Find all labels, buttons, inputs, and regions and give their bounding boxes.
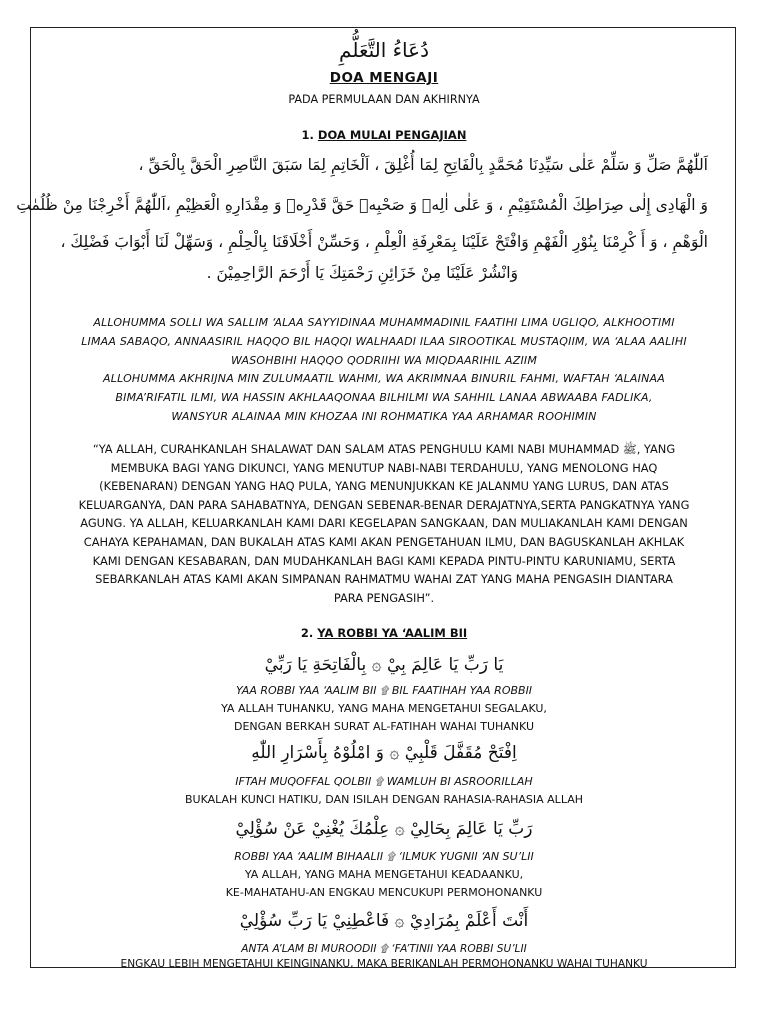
translit-line: WASOHBIHI HAQQO QODRIIHI WA MIQDAARIHIL AZIIM <box>230 353 538 367</box>
verse1-arabic: يَا رَبِّ يَا عَالِمَ بِيْ ۞ بِالْفَاتِحَةِ يَا رَبِّيْ <box>264 655 504 675</box>
verse3-arabic: رَبِّ يَا عَالِمَ بِحَالِيْ ۞ عِلْمُكَ يُغْنِيْ عَنْ سُؤْلِيْ <box>235 819 533 839</box>
verse1-transliteration: YAA ROBBI YAA ‘AALIM BII ۩ BIL FAATIHAH YAA ROBBII <box>235 684 533 697</box>
translation-line: “YA ALLAH, CURAHKANLAH SHALAWAT DAN SALAM ATAS PENGHULU KAMI NABI MUHAMMAD ﷺ, YANG <box>92 442 676 456</box>
section1-translation <box>40 440 728 607</box>
verse1-translation-line-1: YA ALLAH TUHANKU, YANG MAHA MENGETAHUI SEGALAKU, <box>221 702 547 715</box>
section1-title: DOA MULAI PENGAJIAN <box>317 128 467 142</box>
verse2-transliteration: IFTAH MUQOFFAL QOLBII ۩ WAMLUH BI ASROORILLAH <box>235 775 533 788</box>
verse4-translation-line-1: ENGKAU LEBIH MENGETAHUI KEINGINANKU, MAKA BERIKANLAH PERMOHONANKU WAHAI TUHANKU <box>120 958 648 970</box>
page-title: DOA MENGAJI <box>329 70 439 86</box>
verse4-arabic: أَنْتَ أَعْلَمْ بِمُرَادِيْ ۞ فَاعْطِنِيْ يَا رَبِّ سُؤْلِيْ <box>239 911 529 931</box>
translation-line: KELUARGANYA, DAN PARA SAHABATNYA, DENGAN SEBENAR-BENAR DERAJATNYA,SERTA PANGKATNYA YANG <box>78 497 690 512</box>
translit-line: BIMA’RIFATIL ILMI, WA HASSIN AKHLAAQONAA BILHILMI WA SAHHIL LANAA ABWAABA FADLIKA, <box>115 391 653 405</box>
translation-line: SEBARKANLAH ATAS KAMI AKAN SIMPANAN RAHMATMU WAHAI ZAT YANG MAHA PENGASIH DIANTARA <box>95 572 673 587</box>
section1-arabic-line-1: اَللّٰهُمَّ صَلِّ وَ سَلِّمْ عَلٰى سَيِّدِنَا مُحَمَّدٍ بِالْفَاتِحِ لِمَا أُغْلِقَ ، اَلْخَاتِمِ لِمَا سَبَقَ النَّاصِرِ الْحَقَّ بِالْحَقِّ ، <box>138 156 708 174</box>
translit-line: LIMAA SABAQO, ANNAASIRIL HAQQO BIL HAQQI WALHAADI ILAA SIROOTIKAL MUSTAQIIM, WA ‘ALAA AALIHI <box>81 334 687 348</box>
section1-arabic-line-4: وَانْشُرْ عَلَيْنَا مِنْ خَزَائِنِ رَحْمَتِكَ يَا أَرْحَمَ الرَّاحِمِيْنَ . <box>206 264 518 282</box>
translit-line: WANSYUR ALAINAA MIN KHOZAA INI ROHMATIKA YAA ARHAMAR ROOHIMIN <box>171 409 597 423</box>
translation-line: KAMI DENGAN KESABARAN, DAN MUDAHKANLAH BAGI KAMI KEPADA PINTU-PINTU KARUNIAMU, SERTA <box>92 553 676 568</box>
section1-number: 1. <box>301 128 314 142</box>
section2-title: YA ROBBI YA ‘AALIM BII <box>317 626 468 640</box>
section1-arabic-line-3: الْوَهْمِ ، وَ أَ كْرِمْنَا بِنُوْرِ الْفَهْمِ وَافْتَحْ عَلَيْنَا بِمَعْرِفَةِ الْعِلْمِ ، وَحَسِّنْ أَخْلَاقَنَا بِالْحِلْمِ ، وَسَهِّلْ لَنَا أَبْوَابَ فَضْلِكَ ، <box>60 233 708 251</box>
translation-line: MEMBUKA BAGI YANG DIKUNCI, YANG MENUTUP NABI-NABI TERDAHULU, YANG MENOLONG HAQ <box>110 460 658 475</box>
translit-line: ALLOHUMMA SOLLI WA SALLIM ‘ALAA SAYYIDINAA MUHAMMADINIL FAATIHI LIMA UGLIQO, ALKHOOTIMI <box>93 316 675 329</box>
section2-heading <box>40 626 728 640</box>
section1-transliteration <box>40 314 728 427</box>
section1-heading <box>40 128 728 142</box>
section2-number: 2. <box>300 626 314 640</box>
verse1-translation-line-2: DENGAN BERKAH SURAT AL-FATIHAH WAHAI TUHANKU <box>233 720 535 733</box>
page-subtitle: PADA PERMULAAN DAN AKHIRNYA <box>288 93 480 106</box>
verse4-transliteration: ANTA A’LAM BI MUROODII ۩ ‘FA’TINII YAA ROBBI SU’LII <box>241 943 527 955</box>
translation-line: (KEBENARAN) DENGAN YANG HAQ PULA, YANG MENUNJUKKAN KE JALANMU YANG LURUS, DAN ATAS <box>99 479 669 494</box>
translation-line: AGUNG. YA ALLAH, KELUARKANLAH KAMI DARI KEGELAPAN SANGKAAN, DAN MULIAKANLAH KAMI DENGAN <box>80 516 688 531</box>
verse3-transliteration: ROBBI YAA ‘AALIM BIHAALII ۩ ‘ILMUK YUGNII ‘AN SU’LII <box>234 850 534 863</box>
verse3-translation-line-1: YA ALLAH, YANG MAHA MENGETAHUI KEADAANKU, <box>244 868 524 881</box>
translit-line: ALLOHUMMA AKHRIJNA MIN ZULUMAATIL WAHMI, WA AKRIMNAA BINURIL FAHMI, WAFTAH ‘ALAINAA <box>103 372 665 386</box>
verse2-arabic: اِفْتَحْ مُقَفَّلَ قَلْبِيْ ۞ وَ امْلُوْهُ بِأَسْرَارِ اللّٰهِ <box>251 743 517 763</box>
verse2-translation-line-1: BUKALAH KUNCI HATIKU, DAN ISILAH DENGAN RAHASIA-RAHASIA ALLAH <box>185 793 583 806</box>
title-arabic: دُعَاءُ التَّعَلُّمِ <box>339 38 429 62</box>
verse3-translation-line-2: KE-MAHATAHU-AN ENGKAU MENCUKUPI PERMOHONANKU <box>225 886 543 899</box>
translation-line: PARA PENGASIH”. <box>333 590 435 605</box>
translation-line: CAHAYA KEPAHAMAN, DAN BUKALAH ATAS KAMI AKAN PENGETAHUAN ILMU, DAN BAGUSKANLAH AKHLAK <box>83 534 685 549</box>
section1-arabic-line-2: وَ الْهَادِى إِلٰى صِرَاطِكَ الْمُسْتَقِيْمِ ، وَ عَلٰى اٰلِهٖ وَ صَحْبِهٖ حَقَّ قَدْرِهٖ وَ مِقْدَارِهِ الْعَظِيْمِ ،اَللّٰهُمَّ أَخْرِجْنَا مِنْ ظُلُمٰتِ <box>16 196 708 214</box>
